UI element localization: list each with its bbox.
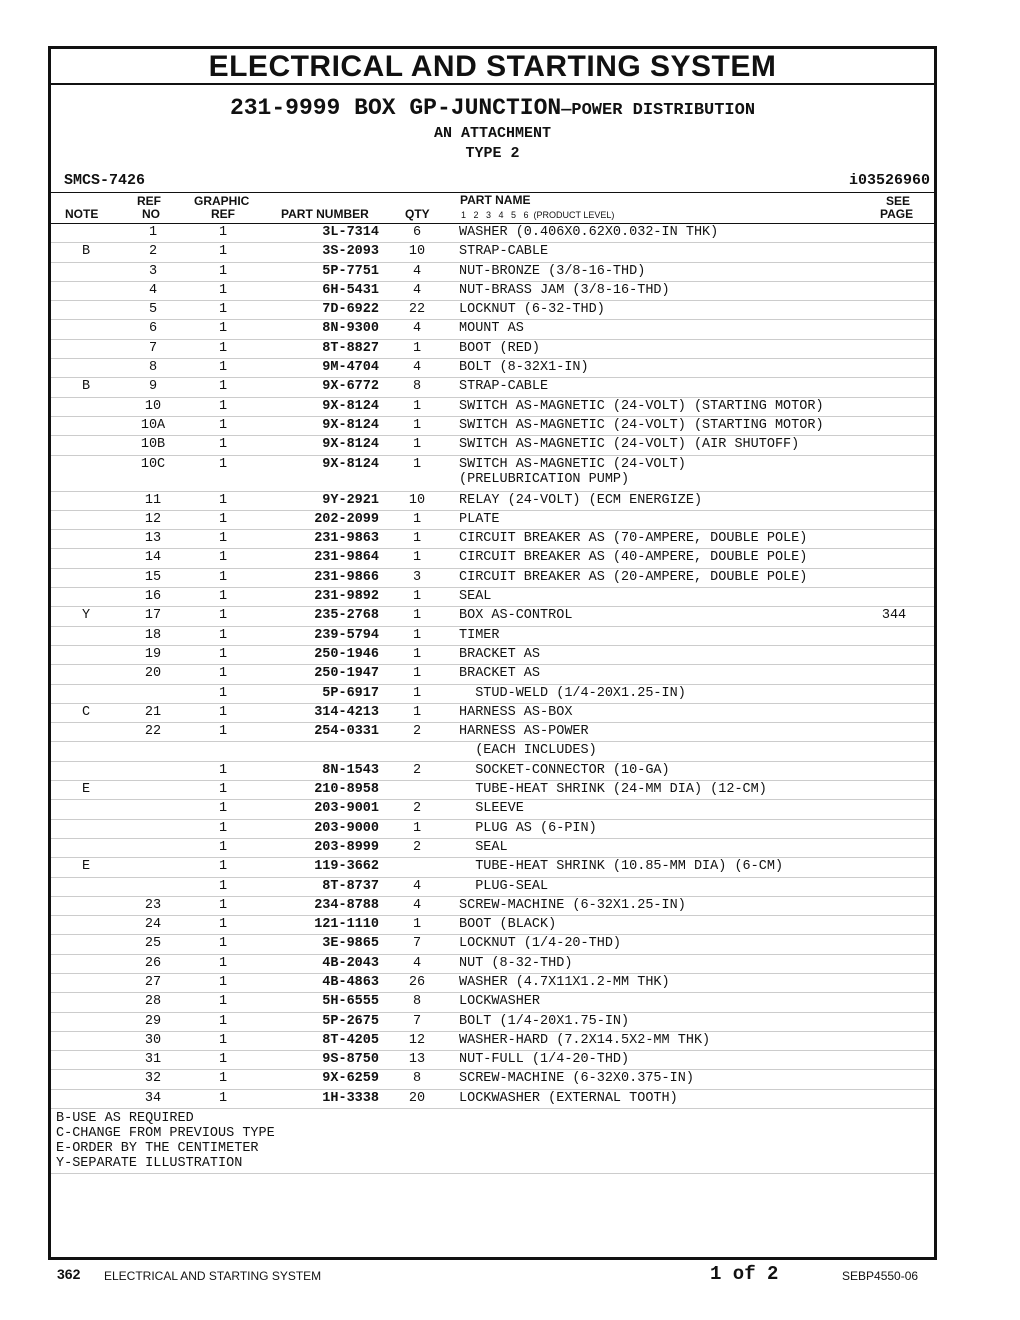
graphic-ref-cell: 1 bbox=[218, 704, 228, 720]
graphic-ref-cell: 1 bbox=[218, 1032, 228, 1048]
ref-no-cell: 26 bbox=[144, 955, 162, 971]
part-number-cell: 5P-7751 bbox=[322, 263, 379, 279]
part-name-cell: SEAL bbox=[459, 589, 492, 605]
qty-cell: 10 bbox=[408, 244, 426, 260]
part-name-cell: SEAL bbox=[459, 839, 508, 855]
ref-no-cell: 19 bbox=[144, 646, 162, 662]
ref-no-cell: 7 bbox=[148, 340, 158, 356]
part-name-cell: WASHER (4.7X11X1.2-MM THK) bbox=[459, 974, 670, 990]
graphic-ref-cell: 1 bbox=[218, 859, 228, 875]
table-row bbox=[51, 1013, 934, 1032]
ref-no-cell: 10B bbox=[140, 437, 166, 453]
graphic-ref-cell: 1 bbox=[218, 608, 228, 624]
part-name-cell: LOCKNUT (6-32-THD) bbox=[459, 302, 605, 318]
graphic-ref-cell: 1 bbox=[218, 820, 228, 836]
part-number-cell: 235-2768 bbox=[314, 608, 379, 624]
ref-no-cell: 10 bbox=[144, 398, 162, 414]
ref-no-cell: 11 bbox=[144, 492, 162, 508]
graphic-ref-cell: 1 bbox=[218, 263, 228, 279]
see-page-cell: 344 bbox=[881, 608, 907, 624]
graphic-ref-cell: 1 bbox=[218, 225, 228, 240]
header-ref-top: REF bbox=[137, 194, 161, 208]
qty-cell: 4 bbox=[412, 955, 422, 971]
qty-cell: 7 bbox=[412, 1013, 422, 1029]
qty-cell: 26 bbox=[408, 974, 426, 990]
graphic-ref-cell: 1 bbox=[218, 1052, 228, 1068]
part-number-cell: 231-9863 bbox=[314, 531, 379, 547]
part-name-cell: STRAP-CABLE bbox=[459, 379, 549, 395]
graphic-ref-cell: 1 bbox=[218, 1071, 228, 1087]
table-row bbox=[51, 781, 934, 800]
qty-cell: 1 bbox=[412, 820, 422, 836]
ref-no-cell: 1 bbox=[148, 225, 158, 240]
qty-cell: 1 bbox=[412, 704, 422, 720]
part-number-cell: 9X-8124 bbox=[322, 398, 379, 414]
footer-section: ELECTRICAL AND STARTING SYSTEM bbox=[104, 1269, 322, 1283]
ref-no-cell: 4 bbox=[148, 282, 158, 298]
ref-no-cell: 17 bbox=[144, 608, 162, 624]
part-number-cell: 9X-8124 bbox=[322, 437, 379, 453]
graphic-ref-cell: 1 bbox=[218, 282, 228, 298]
table-row bbox=[51, 243, 934, 262]
qty-cell: 1 bbox=[412, 627, 422, 643]
ref-no-cell: 23 bbox=[144, 897, 162, 913]
table-row bbox=[51, 320, 934, 339]
part-name-cell: SWITCH AS-MAGNETIC (24-VOLT) (PRELUBRICATION PUMP) bbox=[459, 456, 686, 487]
graphic-ref-cell: 1 bbox=[218, 302, 228, 318]
part-name-cell: MOUNT AS bbox=[459, 321, 524, 337]
graphic-ref-cell: 1 bbox=[218, 244, 228, 260]
ref-no-cell: 30 bbox=[144, 1032, 162, 1048]
table-header bbox=[51, 192, 934, 224]
ref-no-cell: 5 bbox=[148, 302, 158, 318]
note-cell: B bbox=[81, 244, 91, 260]
note-cell: E bbox=[81, 782, 91, 798]
smcs-code: SMCS-7426 bbox=[64, 172, 146, 189]
qty-cell: 3 bbox=[412, 569, 422, 585]
graphic-ref-cell: 1 bbox=[218, 1013, 228, 1029]
graphic-ref-cell: 1 bbox=[218, 936, 228, 952]
note-line: C-CHANGE FROM PREVIOUS TYPE bbox=[56, 1126, 275, 1142]
part-name-cell: CIRCUIT BREAKER AS (20-AMPERE, DOUBLE POLE) bbox=[459, 569, 808, 585]
part-number-cell: 9S-8750 bbox=[322, 1052, 379, 1068]
part-name-cell: BRACKET AS bbox=[459, 666, 541, 682]
table-row bbox=[51, 301, 934, 320]
graphic-ref-cell: 1 bbox=[218, 994, 228, 1010]
qty-cell: 10 bbox=[408, 492, 426, 508]
graphic-ref-cell: 1 bbox=[218, 589, 228, 605]
part-number-cell: 210-8958 bbox=[314, 782, 379, 798]
part-number-cell: 3L-7314 bbox=[322, 225, 379, 240]
qty-cell: 1 bbox=[412, 511, 422, 527]
table-row bbox=[51, 569, 934, 588]
part-name-cell: BOX AS-CONTROL bbox=[459, 608, 573, 624]
ref-no-cell: 8 bbox=[148, 360, 158, 376]
section-title: ELECTRICAL AND STARTING SYSTEM bbox=[51, 49, 934, 85]
parts-table-body bbox=[51, 224, 934, 1109]
table-row bbox=[51, 974, 934, 993]
table-row bbox=[51, 1090, 934, 1109]
part-name-cell: STUD-WELD (1/4-20X1.25-IN) bbox=[459, 685, 686, 701]
graphic-ref-cell: 1 bbox=[218, 379, 228, 395]
qty-cell: 8 bbox=[412, 1071, 422, 1087]
page-footer bbox=[0, 1262, 1020, 1292]
part-number-cell: 239-5794 bbox=[314, 627, 379, 643]
qty-cell: 1 bbox=[412, 666, 422, 682]
graphic-ref-cell: 1 bbox=[218, 456, 228, 472]
part-number-cell: 250-1946 bbox=[314, 646, 379, 662]
note-cell: C bbox=[81, 704, 91, 720]
graphic-ref-cell: 1 bbox=[218, 724, 228, 740]
part-number-cell: 6H-5431 bbox=[322, 282, 379, 298]
graphic-ref-cell: 1 bbox=[218, 917, 228, 933]
qty-cell: 22 bbox=[408, 302, 426, 318]
qty-cell: 20 bbox=[408, 1090, 426, 1106]
qty-cell: 13 bbox=[408, 1052, 426, 1068]
header-part-number: PART NUMBER bbox=[281, 207, 369, 221]
graphic-ref-cell: 1 bbox=[218, 360, 228, 376]
part-number-cell: 4B-2043 bbox=[322, 955, 379, 971]
graphic-ref-cell: 1 bbox=[218, 955, 228, 971]
part-name-cell: PLUG-SEAL bbox=[459, 878, 549, 894]
table-row bbox=[51, 511, 934, 530]
graphic-ref-cell: 1 bbox=[218, 417, 228, 433]
part-name-cell: LOCKWASHER (EXTERNAL TOOTH) bbox=[459, 1090, 678, 1106]
graphic-ref-cell: 1 bbox=[218, 801, 228, 817]
ref-no-cell: 28 bbox=[144, 994, 162, 1010]
part-name-cell: BOOT (RED) bbox=[459, 340, 541, 356]
part-name-cell: SOCKET-CONNECTOR (10-GA) bbox=[459, 762, 670, 778]
ref-no-cell: 32 bbox=[144, 1071, 162, 1087]
part-number-cell: 254-0331 bbox=[314, 724, 379, 740]
table-row bbox=[51, 436, 934, 455]
graphic-ref-cell: 1 bbox=[218, 974, 228, 990]
table-row bbox=[51, 723, 934, 742]
part-number-cell: 1H-3338 bbox=[322, 1090, 379, 1106]
table-row bbox=[51, 588, 934, 607]
part-name-cell: TIMER bbox=[459, 627, 500, 643]
graphic-ref-cell: 1 bbox=[218, 398, 228, 414]
table-row bbox=[51, 417, 934, 436]
ref-no-cell: 10C bbox=[140, 456, 166, 472]
part-number-cell: 231-9864 bbox=[314, 550, 379, 566]
ref-no-cell: 24 bbox=[144, 917, 162, 933]
part-name-cell: SWITCH AS-MAGNETIC (24-VOLT) (STARTING MOTOR) bbox=[459, 398, 824, 414]
part-name-cell: STRAP-CABLE bbox=[459, 244, 549, 260]
qty-cell: 4 bbox=[412, 360, 422, 376]
part-number-cell: 119-3662 bbox=[314, 859, 379, 875]
part-name-cell: BOLT (8-32X1-IN) bbox=[459, 360, 589, 376]
graphic-ref-cell: 1 bbox=[218, 878, 228, 894]
table-row bbox=[51, 607, 934, 626]
qty-cell: 1 bbox=[412, 646, 422, 662]
table-row bbox=[51, 858, 934, 877]
part-name-cell: SCREW-MACHINE (6-32X1.25-IN) bbox=[459, 897, 686, 913]
part-number-cell: 121-1110 bbox=[314, 917, 379, 933]
part-name-cell: LOCKWASHER bbox=[459, 994, 541, 1010]
qty-cell: 4 bbox=[412, 263, 422, 279]
table-row bbox=[51, 955, 934, 974]
part-name-cell: TUBE-HEAT SHRINK (10.85-MM DIA) (6-CM) bbox=[459, 859, 784, 875]
qty-cell: 1 bbox=[412, 608, 422, 624]
ref-no-cell: 6 bbox=[148, 321, 158, 337]
table-row bbox=[51, 820, 934, 839]
graphic-ref-cell: 1 bbox=[218, 762, 228, 778]
table-row bbox=[51, 935, 934, 954]
table-row bbox=[51, 993, 934, 1012]
table-row bbox=[51, 742, 934, 761]
table-row bbox=[51, 378, 934, 397]
part-name-cell: NUT (8-32-THD) bbox=[459, 955, 573, 971]
table-row bbox=[51, 549, 934, 568]
graphic-ref-cell: 1 bbox=[218, 492, 228, 508]
table-row bbox=[51, 685, 934, 704]
table-row bbox=[51, 1070, 934, 1089]
qty-cell: 1 bbox=[412, 589, 422, 605]
header-see-top: SEE bbox=[886, 194, 911, 208]
part-number-cell: 3S-2093 bbox=[322, 244, 379, 260]
part-name-cell: HARNESS AS-BOX bbox=[459, 704, 573, 720]
group-title-main: 231-9999 BOX GP-JUNCTION bbox=[229, 95, 562, 121]
part-number-cell: 250-1947 bbox=[314, 666, 379, 682]
qty-cell: 12 bbox=[408, 1032, 426, 1048]
qty-cell: 4 bbox=[412, 878, 422, 894]
ref-no-cell: 3 bbox=[148, 263, 158, 279]
table-row bbox=[51, 646, 934, 665]
qty-cell: 2 bbox=[412, 724, 422, 740]
parts-page-frame bbox=[48, 46, 937, 1260]
qty-cell: 1 bbox=[412, 917, 422, 933]
part-number-cell: 314-4213 bbox=[314, 704, 379, 720]
graphic-ref-cell: 1 bbox=[218, 550, 228, 566]
table-row bbox=[51, 263, 934, 282]
graphic-ref-cell: 1 bbox=[218, 646, 228, 662]
table-row bbox=[51, 916, 934, 935]
qty-cell: 2 bbox=[412, 839, 422, 855]
part-number-cell: 5H-6555 bbox=[322, 994, 379, 1010]
part-number-cell: 9X-6772 bbox=[322, 379, 379, 395]
qty-cell: 1 bbox=[412, 531, 422, 547]
ref-no-cell: 14 bbox=[144, 550, 162, 566]
footer-page-of: 1 of 2 bbox=[710, 1263, 779, 1285]
part-number-cell: 234-8788 bbox=[314, 897, 379, 913]
part-name-cell: NUT-BRASS JAM (3/8-16-THD) bbox=[459, 282, 670, 298]
qty-cell: 1 bbox=[412, 417, 422, 433]
graphic-ref-cell: 1 bbox=[218, 569, 228, 585]
ref-no-cell: 20 bbox=[144, 666, 162, 682]
table-row bbox=[51, 224, 934, 243]
qty-cell: 2 bbox=[412, 762, 422, 778]
qty-cell: 1 bbox=[412, 456, 422, 472]
part-name-cell: PLUG AS (6-PIN) bbox=[459, 820, 597, 836]
header-qty: QTY bbox=[405, 207, 430, 221]
graphic-ref-cell: 1 bbox=[218, 897, 228, 913]
part-name-cell: NUT-FULL (1/4-20-THD) bbox=[459, 1052, 630, 1068]
part-name-cell: SWITCH AS-MAGNETIC (24-VOLT) (AIR SHUTOFF) bbox=[459, 437, 800, 453]
qty-cell: 4 bbox=[412, 282, 422, 298]
footer-page-number: 362 bbox=[57, 1266, 81, 1282]
graphic-ref-cell: 1 bbox=[218, 321, 228, 337]
part-name-cell: WASHER-HARD (7.2X14.5X2-MM THK) bbox=[459, 1032, 711, 1048]
table-row bbox=[51, 897, 934, 916]
header-note: NOTE bbox=[65, 207, 99, 221]
graphic-ref-cell: 1 bbox=[218, 666, 228, 682]
qty-cell: 8 bbox=[412, 379, 422, 395]
note-line: E-ORDER BY THE CENTIMETER bbox=[56, 1141, 259, 1157]
qty-cell: 2 bbox=[412, 801, 422, 817]
part-number-cell: 9M-4704 bbox=[322, 360, 379, 376]
part-name-cell: SWITCH AS-MAGNETIC (24-VOLT) (STARTING MOTOR) bbox=[459, 417, 824, 433]
part-name-cell: BRACKET AS bbox=[459, 646, 541, 662]
graphic-ref-cell: 1 bbox=[218, 511, 228, 527]
ref-no-cell: 29 bbox=[144, 1013, 162, 1029]
table-row bbox=[51, 340, 934, 359]
part-number-cell: 8N-9300 bbox=[322, 321, 379, 337]
part-name-cell: LOCKNUT (1/4-20-THD) bbox=[459, 936, 622, 952]
ref-no-cell: 22 bbox=[144, 724, 162, 740]
illustration-id: i03526960 bbox=[848, 172, 930, 189]
part-number-cell: 8T-4205 bbox=[322, 1032, 379, 1048]
part-name-cell: SCREW-MACHINE (6-32X0.375-IN) bbox=[459, 1071, 694, 1087]
note-line: B-USE AS REQUIRED bbox=[56, 1111, 194, 1127]
qty-cell: 7 bbox=[412, 936, 422, 952]
graphic-ref-cell: 1 bbox=[218, 782, 228, 798]
table-row bbox=[51, 1051, 934, 1070]
part-number-cell: 202-2099 bbox=[314, 511, 379, 527]
ref-no-cell: 34 bbox=[144, 1090, 162, 1106]
ref-no-cell: 21 bbox=[144, 704, 162, 720]
part-name-cell: BOOT (BLACK) bbox=[459, 917, 557, 933]
table-row bbox=[51, 627, 934, 646]
part-number-cell: 8N-1543 bbox=[322, 762, 379, 778]
ref-no-cell: 27 bbox=[144, 974, 162, 990]
ref-no-cell: 25 bbox=[144, 936, 162, 952]
group-title bbox=[51, 95, 934, 124]
header-ref-bottom: NO bbox=[142, 207, 160, 221]
table-row bbox=[51, 1032, 934, 1051]
part-number-cell: 4B-4863 bbox=[322, 974, 379, 990]
group-type: TYPE 2 bbox=[465, 145, 520, 162]
note-cell: Y bbox=[81, 608, 91, 624]
table-row bbox=[51, 456, 934, 492]
part-number-cell: 5P-2675 bbox=[322, 1013, 379, 1029]
part-name-cell: TUBE-HEAT SHRINK (24-MM DIA) (12-CM) bbox=[459, 782, 767, 798]
qty-cell: 1 bbox=[412, 398, 422, 414]
part-number-cell: 9Y-2921 bbox=[322, 492, 379, 508]
part-number-cell: 9X-8124 bbox=[322, 417, 379, 433]
ref-no-cell: 13 bbox=[144, 531, 162, 547]
qty-cell: 1 bbox=[412, 685, 422, 701]
table-row bbox=[51, 704, 934, 723]
header-see-bottom: PAGE bbox=[880, 207, 914, 221]
qty-cell: 4 bbox=[412, 321, 422, 337]
group-title-sub: —POWER DISTRIBUTION bbox=[561, 101, 756, 120]
notes-legend bbox=[51, 1109, 934, 1174]
ref-no-cell: 16 bbox=[144, 589, 162, 605]
ref-no-cell: 9 bbox=[148, 379, 158, 395]
graphic-ref-cell: 1 bbox=[218, 685, 228, 701]
ref-no-cell: 31 bbox=[144, 1052, 162, 1068]
graphic-ref-cell: 1 bbox=[218, 839, 228, 855]
note-cell: E bbox=[81, 859, 91, 875]
header-part-name: PART NAME bbox=[460, 193, 531, 207]
part-name-cell: SLEEVE bbox=[459, 801, 524, 817]
qty-cell: 1 bbox=[412, 550, 422, 566]
graphic-ref-cell: 1 bbox=[218, 437, 228, 453]
part-number-cell: 3E-9865 bbox=[322, 936, 379, 952]
graphic-ref-cell: 1 bbox=[218, 531, 228, 547]
header-product-levels: 1 2 3 4 5 6 (PRODUCT LEVEL) bbox=[461, 210, 615, 220]
qty-cell: 8 bbox=[412, 994, 422, 1010]
part-number-cell: 231-9866 bbox=[314, 569, 379, 585]
graphic-ref-cell: 1 bbox=[218, 1090, 228, 1106]
part-name-cell: WASHER (0.406X0.62X0.032-IN THK) bbox=[459, 225, 719, 240]
note-line: Y-SEPARATE ILLUSTRATION bbox=[56, 1156, 243, 1172]
ref-no-cell: 10A bbox=[140, 417, 166, 433]
header-graphic-bottom: REF bbox=[211, 207, 235, 221]
table-row bbox=[51, 398, 934, 417]
qty-cell: 4 bbox=[412, 897, 422, 913]
ref-no-cell: 15 bbox=[144, 569, 162, 585]
qty-cell: 1 bbox=[412, 340, 422, 356]
part-number-cell: 203-8999 bbox=[314, 839, 379, 855]
part-name-cell: (EACH INCLUDES) bbox=[459, 743, 597, 759]
note-cell: B bbox=[81, 379, 91, 395]
table-row bbox=[51, 492, 934, 511]
group-attachment: AN ATTACHMENT bbox=[433, 125, 552, 142]
part-name-cell: CIRCUIT BREAKER AS (70-AMPERE, DOUBLE POLE) bbox=[459, 531, 808, 547]
ref-no-cell: 18 bbox=[144, 627, 162, 643]
qty-cell: 6 bbox=[412, 225, 422, 240]
part-number-cell: 203-9000 bbox=[314, 820, 379, 836]
table-row bbox=[51, 665, 934, 684]
part-number-cell: 203-9001 bbox=[314, 801, 379, 817]
part-name-cell: BOLT (1/4-20X1.75-IN) bbox=[459, 1013, 630, 1029]
table-row bbox=[51, 530, 934, 549]
table-row bbox=[51, 839, 934, 858]
part-name-cell: PLATE bbox=[459, 511, 500, 527]
part-number-cell: 8T-8737 bbox=[322, 878, 379, 894]
part-name-cell: RELAY (24-VOLT) (ECM ENERGIZE) bbox=[459, 492, 703, 508]
part-number-cell: 231-9892 bbox=[314, 589, 379, 605]
part-name-cell: CIRCUIT BREAKER AS (40-AMPERE, DOUBLE POLE) bbox=[459, 550, 808, 566]
ref-no-cell: 12 bbox=[144, 511, 162, 527]
part-number-cell: 9X-6259 bbox=[322, 1071, 379, 1087]
graphic-ref-cell: 1 bbox=[218, 340, 228, 356]
footer-doc-id: SEBP4550-06 bbox=[842, 1269, 919, 1283]
table-row bbox=[51, 282, 934, 301]
table-row bbox=[51, 359, 934, 378]
header-graphic-top: GRAPHIC bbox=[194, 194, 250, 208]
qty-cell: 1 bbox=[412, 437, 422, 453]
table-row bbox=[51, 762, 934, 781]
ref-no-cell: 2 bbox=[148, 244, 158, 260]
part-number-cell: 7D-6922 bbox=[322, 302, 379, 318]
part-number-cell: 9X-8124 bbox=[322, 456, 379, 472]
part-name-cell: NUT-BRONZE (3/8-16-THD) bbox=[459, 263, 646, 279]
graphic-ref-cell: 1 bbox=[218, 627, 228, 643]
part-number-cell: 8T-8827 bbox=[322, 340, 379, 356]
table-row bbox=[51, 800, 934, 819]
part-name-cell: HARNESS AS-POWER bbox=[459, 724, 589, 740]
part-number-cell: 5P-6917 bbox=[322, 685, 379, 701]
meta-row bbox=[51, 172, 934, 192]
table-row bbox=[51, 878, 934, 897]
